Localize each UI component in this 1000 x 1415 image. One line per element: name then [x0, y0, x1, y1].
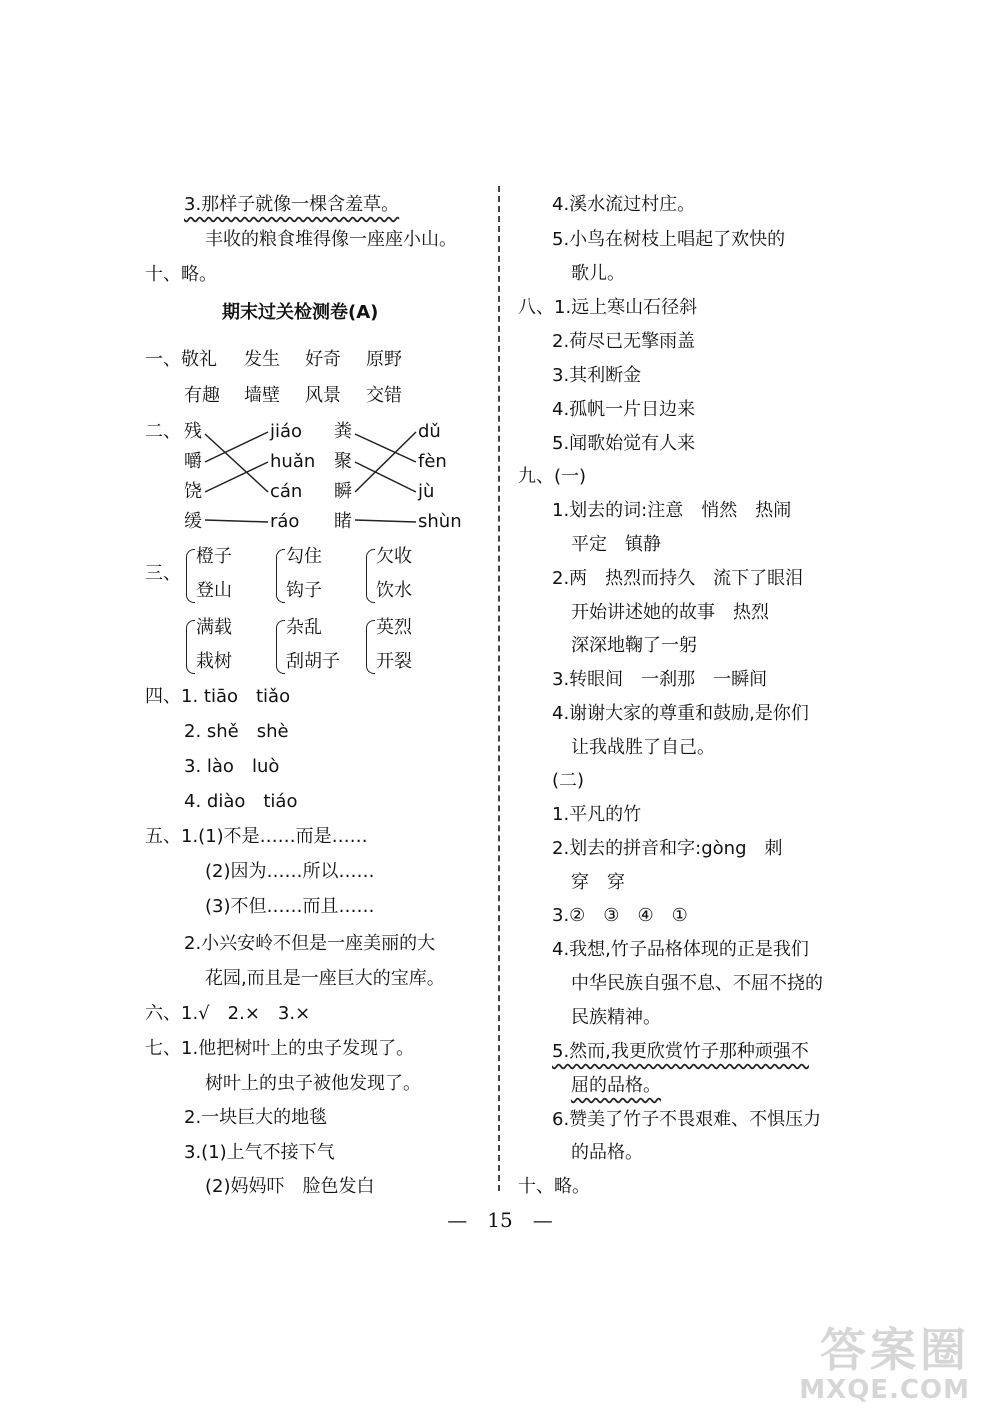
- q2-char-6: 聚: [334, 451, 352, 472]
- q9a-line-6: 3.转眼间 一刹那 一瞬间: [552, 669, 768, 690]
- q8-line-3: 3.其利断金: [552, 365, 642, 386]
- q3-word-5b: 刮胡子: [286, 651, 340, 672]
- q6-line: 六、1.√ 2.× 3.×: [145, 1003, 311, 1024]
- q5-line-3: (3)不但……而且……: [205, 896, 375, 917]
- q2-char-1: 残: [184, 421, 202, 442]
- q2-char-8: 睹: [334, 511, 352, 532]
- q2-pinyin-1: jiáo: [270, 421, 303, 442]
- q8-line-4: 4.孤帆一片日边来: [552, 399, 696, 420]
- q2-pinyin-3: cán: [270, 481, 303, 502]
- section-title: 期末过关检测卷(A): [222, 302, 379, 323]
- q9b-line-6: 中华民族自强不息、不屈不挠的: [571, 973, 823, 994]
- q2-char-4: 缓: [184, 511, 202, 532]
- q3-word-1a: 橙子: [196, 546, 232, 567]
- q9a-line-5: 深深地鞠了一躬: [571, 635, 697, 656]
- q9b-line-8: 5.然而,我更欣赏竹子那种顽强不: [552, 1041, 809, 1062]
- q2-pinyin-5: dǔ: [418, 421, 441, 442]
- q4-line-3: 3. lào luò: [184, 756, 280, 777]
- q9b-line-7: 民族精神。: [571, 1007, 661, 1028]
- q2-pinyin-8: shùn: [418, 511, 462, 532]
- q7-line-5: (2)妈妈吓 脸色发白: [205, 1176, 375, 1197]
- q9b-line-1: 1.平凡的竹: [552, 804, 642, 825]
- q9b-line-5: 4.我想,竹子品格体现的正是我们: [552, 939, 809, 960]
- q8-line-1: 八、1.远上寒山石径斜: [518, 297, 698, 318]
- q2-prefix: 二、: [145, 421, 181, 442]
- q9-heading: 九、(一): [518, 466, 587, 487]
- q7-line-1: 七、1.他把树叶上的虫子发现了。: [145, 1038, 415, 1059]
- q3-word-3b: 饮水: [376, 580, 412, 601]
- q9a-line-7: 4.谢谢大家的尊重和鼓励,是你们: [552, 703, 809, 724]
- q7-line-4: 3.(1)上气不接下气: [184, 1142, 335, 1163]
- q2-char-5: 粪: [334, 421, 352, 442]
- q1-word-2: 发生: [244, 349, 280, 370]
- q9b-line-2: 2.划去的拼音和字:gòng 刺: [552, 838, 783, 859]
- q5-line-1: 五、1.(1)不是……而是……: [145, 826, 368, 847]
- watermark-url: MXQE.COM: [799, 1375, 970, 1405]
- q8-line-2: 2.荷尽已无擎雨盖: [552, 331, 696, 352]
- q3-prefix: 三、: [145, 563, 181, 584]
- q9a-line-8: 让我战胜了自己。: [571, 737, 715, 758]
- left-line-2: 丰收的粮食堆得像一座座小山。: [205, 229, 457, 250]
- q4-line-1: 四、1. tiāo tiǎo: [145, 686, 291, 707]
- q3-word-2b: 钩子: [286, 580, 322, 601]
- q3-word-1b: 登山: [196, 580, 232, 601]
- q9b-heading: (二): [552, 770, 585, 791]
- q3-word-5a: 杂乱: [286, 617, 322, 638]
- q3-word-2a: 勾住: [286, 546, 322, 567]
- q2-char-3: 饶: [184, 481, 202, 502]
- q9b-line-9: 屈的品格。: [571, 1075, 661, 1096]
- match-line-5: [355, 434, 416, 462]
- q5-line-2: (2)因为……所以……: [205, 861, 375, 882]
- brace-6: [366, 620, 375, 674]
- match-line-6: [355, 462, 416, 492]
- match-line-3: [205, 462, 268, 492]
- q3-word-3a: 欠收: [376, 546, 412, 567]
- q8-line-5: 5.闻歌始觉有人来: [552, 433, 696, 454]
- match-line-2: [205, 432, 268, 462]
- q7-line-2: 树叶上的虫子被他发现了。: [205, 1073, 421, 1094]
- q10-line: 十、略。: [518, 1176, 590, 1197]
- left-line-3: 十、略。: [145, 264, 217, 285]
- q1-word-6: 墙壁: [244, 385, 280, 406]
- q3-word-6b: 开裂: [376, 651, 412, 672]
- q1-word-4: 原野: [366, 349, 402, 370]
- q4-line-2: 2. shě shè: [184, 721, 289, 742]
- right-line-1: 4.溪水流过村庄。: [552, 194, 696, 215]
- q2-pinyin-2: huǎn: [270, 451, 316, 472]
- brace-1: [186, 549, 195, 603]
- q9a-line-3: 2.两 热烈而持久 流下了眼泪: [552, 568, 804, 589]
- q2-char-7: 瞬: [334, 481, 352, 502]
- q3-word-6a: 英烈: [376, 617, 412, 638]
- watermark: [799, 1325, 970, 1405]
- q1-word-3: 好奇: [305, 349, 341, 370]
- q4-line-4: 4. diào tiáo: [184, 791, 298, 812]
- page-number: — 15 —: [447, 1208, 553, 1232]
- q1-word-1: 一、敬礼: [145, 349, 217, 370]
- match-line-8: [355, 520, 416, 522]
- q1-word-5: 有趣: [184, 385, 220, 406]
- q7-line-3: 2.一块巨大的地毯: [184, 1107, 328, 1128]
- q2-pinyin-4: ráo: [270, 511, 300, 532]
- q2-pinyin-6: fèn: [418, 451, 447, 472]
- q3-word-4a: 满载: [196, 617, 232, 638]
- q1-word-8: 交错: [366, 385, 402, 406]
- q9a-line-1: 1.划去的词:注意 悄然 热闹: [552, 500, 792, 521]
- q9a-line-4: 开始讲述她的故事 热烈: [571, 602, 769, 623]
- q5-line-4: 2.小兴安岭不但是一座美丽的大: [184, 933, 436, 954]
- match-line-1: [205, 434, 268, 492]
- q9b-line-4: 3.② ③ ④ ①: [552, 905, 688, 926]
- q5-line-5: 花园,而且是一座巨大的宝库。: [205, 968, 445, 989]
- brace-5: [276, 620, 285, 674]
- left-line-1: 3.那样子就像一棵含羞草。: [184, 194, 400, 215]
- brace-3: [366, 549, 375, 603]
- brace-4: [186, 620, 195, 674]
- brace-2: [276, 549, 285, 603]
- q1-word-7: 风景: [305, 385, 341, 406]
- right-line-3: 歌儿。: [571, 263, 625, 284]
- q9b-line-10: 6.赞美了竹子不畏艰难、不惧压力: [552, 1109, 822, 1130]
- watermark-logo: 答案圈: [820, 1323, 970, 1377]
- match-line-7: [355, 432, 416, 492]
- q9b-line-11: 的品格。: [571, 1142, 643, 1163]
- match-line-4: [205, 520, 268, 522]
- q2-char-2: 嚼: [184, 451, 202, 472]
- right-line-2: 5.小鸟在树枝上唱起了欢快的: [552, 229, 786, 250]
- q2-pinyin-7: jù: [418, 481, 435, 502]
- q3-word-4b: 栽树: [196, 651, 232, 672]
- q9b-line-3: 穿 穿: [571, 872, 625, 893]
- q9a-line-2: 平定 镇静: [571, 534, 661, 555]
